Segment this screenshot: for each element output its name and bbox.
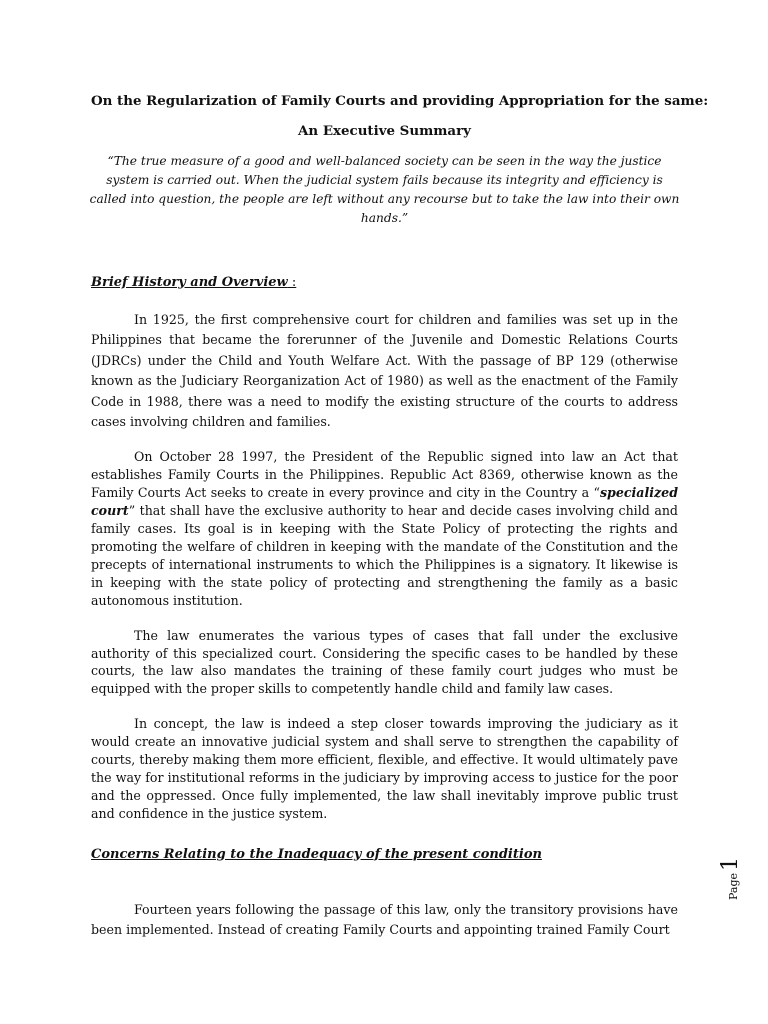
paragraph-history-2-text-b: ” that shall have the exclusive authority to hear and decide cases involving child and family cases. Its goal is in keeping with the State Policy of protecting the rights and promoting the welfare of children in keeping with the mandate of the Constitution and the precepts of international instruments to which the Philippines is a signatory. It likewise is in keeping with the state policy of protecting and strengthening the family as a basic autonomous institution. bbox=[91, 503, 678, 608]
specialized-court-emphasis: specialized court bbox=[91, 485, 678, 519]
document-body bbox=[89, 92, 709, 940]
paragraph-history-1: In 1925, the first comprehensive court for children and families was set up in the Philippines that became the forerunner of the Juvenile and Domestic Relations Courts (JDRCs) under the Child and Youth Welfare Act. With the passage of BP 129 (otherwise known as the Judiciary Reorganization Act of 1980) as well as the enactment of the Family Code in 1988, there was a need to modify the existing structure of the courts to address cases involving children and families. bbox=[91, 312, 678, 430]
section-heading-colon: : bbox=[287, 275, 297, 290]
page-label: Page bbox=[727, 872, 740, 900]
paragraph-history-3: The law enumerates the various types of cases that fall under the exclusive authority of this specialized court. Considering the specific cases to be handled by these courts, the law also mandates the training of these family court judges who must be equipped with the proper skills to competently handle child and family law cases. bbox=[91, 627, 678, 697]
page-number-marker bbox=[718, 850, 743, 900]
section-heading-history-text: Brief History and Overview bbox=[91, 275, 288, 290]
section-heading-history bbox=[91, 274, 678, 292]
paragraph-concerns-1: Fourteen years following the passage of this law, only the transitory provisions have been implemented. Instead of creating Family Courts and appointing trained Family Court bbox=[91, 901, 678, 938]
document-title: On the Regularization of Family Courts and providing Appropriation for the same: bbox=[91, 93, 709, 109]
paragraph-history-2 bbox=[91, 448, 678, 609]
paragraph-history-4: In concept, the law is indeed a step closer towards improving the judiciary as it would create an innovative judicial system and shall serve to strengthen the capability of courts, thereby making them more efficient, flexible, and effective. It would ultimately pave the way for institutional reforms in the judiciary by improving access to justice for the poor and the oppressed. Once fully implemented, the law shall inevitably improve public trust and confidence in the justice system. bbox=[91, 716, 678, 821]
paragraph-history-2-text-a: On October 28 1997, the President of the Republic signed into law an Act that establishes Family Courts in the Philippines. Republic Act 8369, otherwise known as the Family Courts Act seeks to create in every province and city in the Country a “ bbox=[91, 449, 678, 501]
epigraph-quote: “The true measure of a good and well-balanced society can be seen in the way the justice system is carried out. When the judicial system fails because its integrity and efficiency is called into question, the people are left without any recourse but to take the law into their own hands.” bbox=[89, 154, 680, 225]
document-subtitle: An Executive Summary bbox=[298, 123, 471, 139]
page-number: 1 bbox=[718, 856, 743, 871]
section-heading-concerns: Concerns Relating to the Inadequacy of the present condition bbox=[91, 846, 542, 862]
